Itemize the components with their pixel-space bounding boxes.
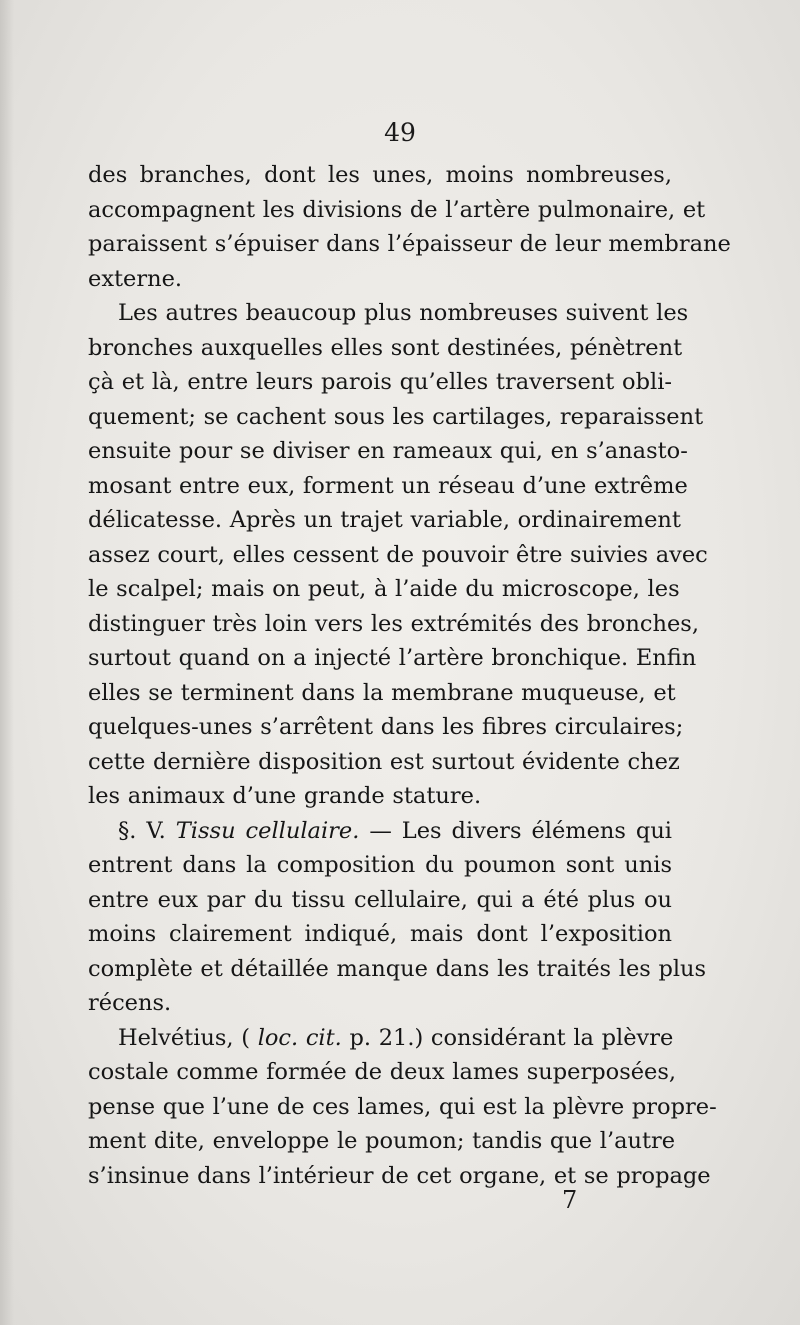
section-heading-line (88, 814, 672, 849)
text-line: quelques-unes s’arrêtent dans les fibres circulaires; (88, 714, 684, 740)
page-number: 49 (384, 118, 416, 147)
text-line: complète et détaillée manque dans les traités les plus (88, 955, 707, 982)
text-line: quement; se cachent sous les cartilages, reparaissent (88, 403, 704, 430)
citation-line (88, 1021, 672, 1056)
text-line: moins clairement indiqué, mais dont l’exposition (88, 921, 672, 947)
section-dash-text: — Les divers élémens qui (369, 817, 672, 844)
citation-author: Helvétius, ( (118, 1024, 251, 1051)
section-title: Tissu cellulaire. (175, 817, 360, 844)
text-line: le scalpel; mais on peut, à l’aide du microscope, les (88, 576, 680, 602)
text-line: ensuite pour se diviser en rameaux qui, en s’anasto- (88, 438, 688, 464)
text-line: distinguer très loin vers les extrémités des bronches, (88, 610, 699, 637)
text-line: surtout quand on a injecté l’artère bronchique. Enfin (88, 645, 697, 671)
citation-rest: p. 21.) considérant la plèvre (349, 1024, 674, 1051)
citation-ref: loc. cit. (257, 1024, 342, 1051)
text-line: récens. (88, 990, 172, 1016)
text-line: cette dernière disposition est surtout évidente chez (88, 748, 680, 775)
page-edge-shadow (0, 0, 14, 1325)
text-line: mosant entre eux, forment un réseau d’une extrême (88, 472, 688, 499)
signature-mark: 7 (562, 1186, 578, 1214)
text-line: délicatesse. Après un trajet variable, ordinairement (88, 507, 681, 533)
text-line: bronches auxquelles elles sont destinées, pénètrent (88, 334, 683, 361)
text-line: les animaux d’une grande stature. (88, 783, 482, 809)
text-line: des branches, dont les unes, moins nombreuses, (88, 162, 672, 188)
text-line: ment dite, enveloppe le poumon; tandis que l’autre (88, 1128, 676, 1154)
text-line: paraissent s’épuiser dans l’épaisseur de leur membrane (88, 231, 731, 257)
body-text (88, 158, 731, 1193)
text-line: elles se terminent dans la membrane muqueuse, et (88, 679, 676, 706)
text-line: externe. (88, 265, 183, 292)
text-line: accompagnent les divisions de l’artère pulmonaire, et (88, 196, 706, 223)
text-line: assez court, elles cessent de pouvoir être suivies avec (88, 541, 708, 568)
text-line: entre eux par du tissu cellulaire, qui a été plus ou (88, 886, 672, 913)
text-line: Les autres beaucoup plus nombreuses suivent les (118, 300, 689, 326)
text-line: costale comme formée de deux lames superposées, (88, 1059, 677, 1085)
text-line: s’insinue dans l’intérieur de cet organe, et se propage (88, 1162, 711, 1189)
section-number: §. V. (118, 817, 166, 844)
text-line: pense que l’une de ces lames, qui est la plèvre propre- (88, 1093, 717, 1120)
text-line: çà et là, entre leurs parois qu’elles traversent obli- (88, 369, 672, 395)
text-line: entrent dans la composition du poumon sont unis (88, 852, 672, 878)
